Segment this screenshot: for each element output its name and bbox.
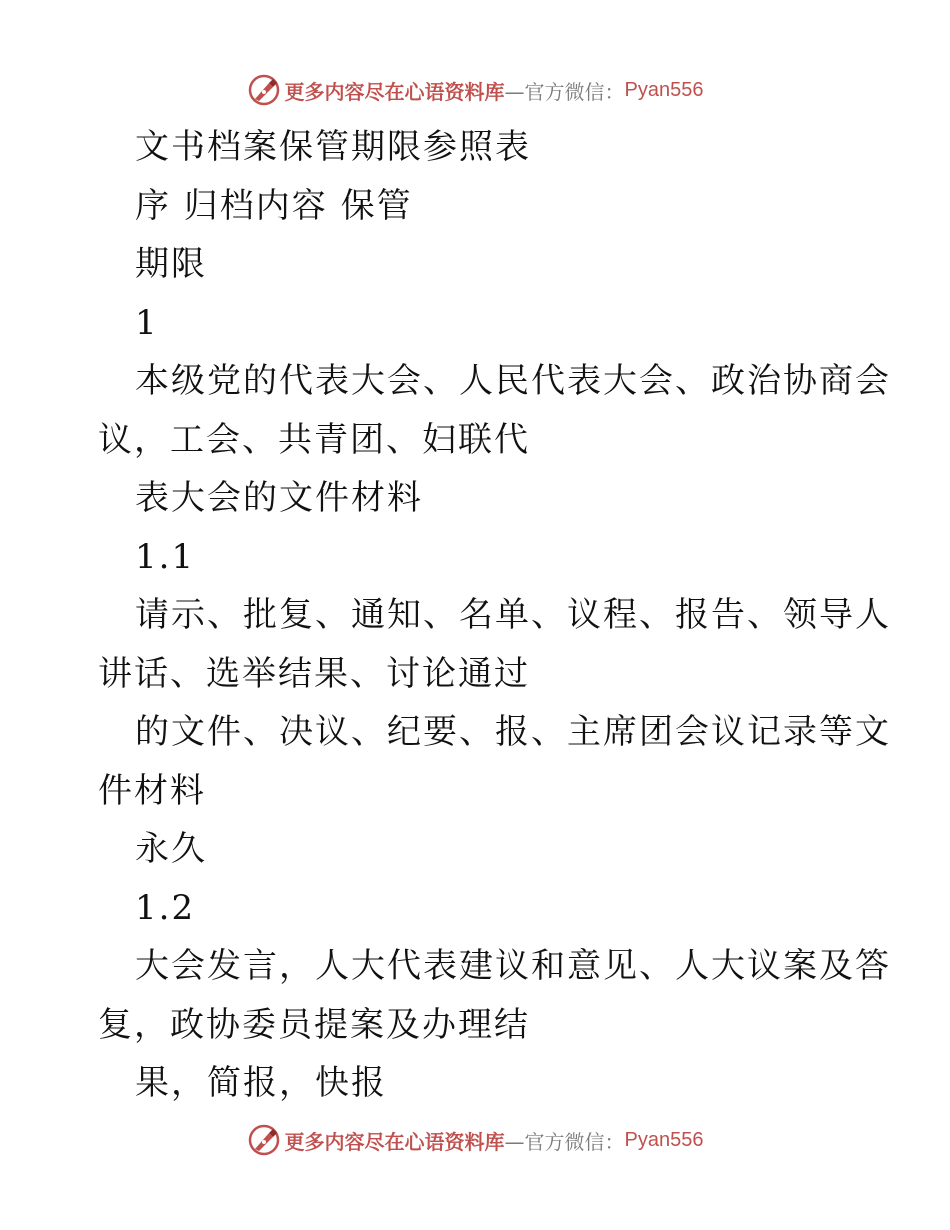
retention-period: 永久 (135, 829, 207, 869)
item-content-line: 请示、批复、通知、名单、议程、报告、领导人 (135, 595, 891, 635)
watermark-main-text: 更多内容尽在心语资料库 (284, 1129, 505, 1154)
document-title: 文书档案保管期限参照表 (135, 127, 531, 167)
item-number: 1.1 (135, 536, 196, 577)
table-header-line: 序 归档内容 保管 (135, 185, 413, 226)
header-watermark (0, 70, 950, 110)
item-content-line: 议，工会、共青团、妇联代 (98, 419, 530, 460)
item-content-line: 表大会的文件材料 (135, 478, 423, 518)
document-body (98, 118, 891, 1113)
watermark-wechat-id: Pyan556 (624, 1128, 704, 1151)
footer-watermark (0, 1120, 950, 1160)
pen-logo-icon (247, 73, 281, 107)
item-content-line: 复，政协委员提案及办理结 (98, 1004, 530, 1045)
table-header-line: 期限 (135, 244, 207, 284)
item-content-line: 件材料 (98, 770, 206, 811)
watermark-separator-text: —官方微信： (504, 79, 625, 104)
watermark-main-text: 更多内容尽在心语资料库 (284, 79, 505, 104)
watermark-wechat-id: Pyan556 (624, 78, 704, 101)
item-content-line: 讲话、选举结果、讨论通过 (98, 653, 530, 694)
item-number: 1.2 (135, 887, 196, 928)
item-content-line: 大会发言，人大代表建议和意见、人大议案及答 (135, 946, 891, 986)
item-content-line: 的文件、决议、纪要、报、主席团会议记录等文 (135, 712, 891, 752)
watermark-separator-text: —官方微信： (504, 1129, 625, 1154)
item-content-line: 果，简报，快报 (135, 1063, 387, 1103)
pen-logo-icon (247, 1123, 281, 1157)
item-number: 1 (135, 302, 159, 343)
item-content-line: 本级党的代表大会、人民代表大会、政治协商会 (135, 361, 891, 401)
